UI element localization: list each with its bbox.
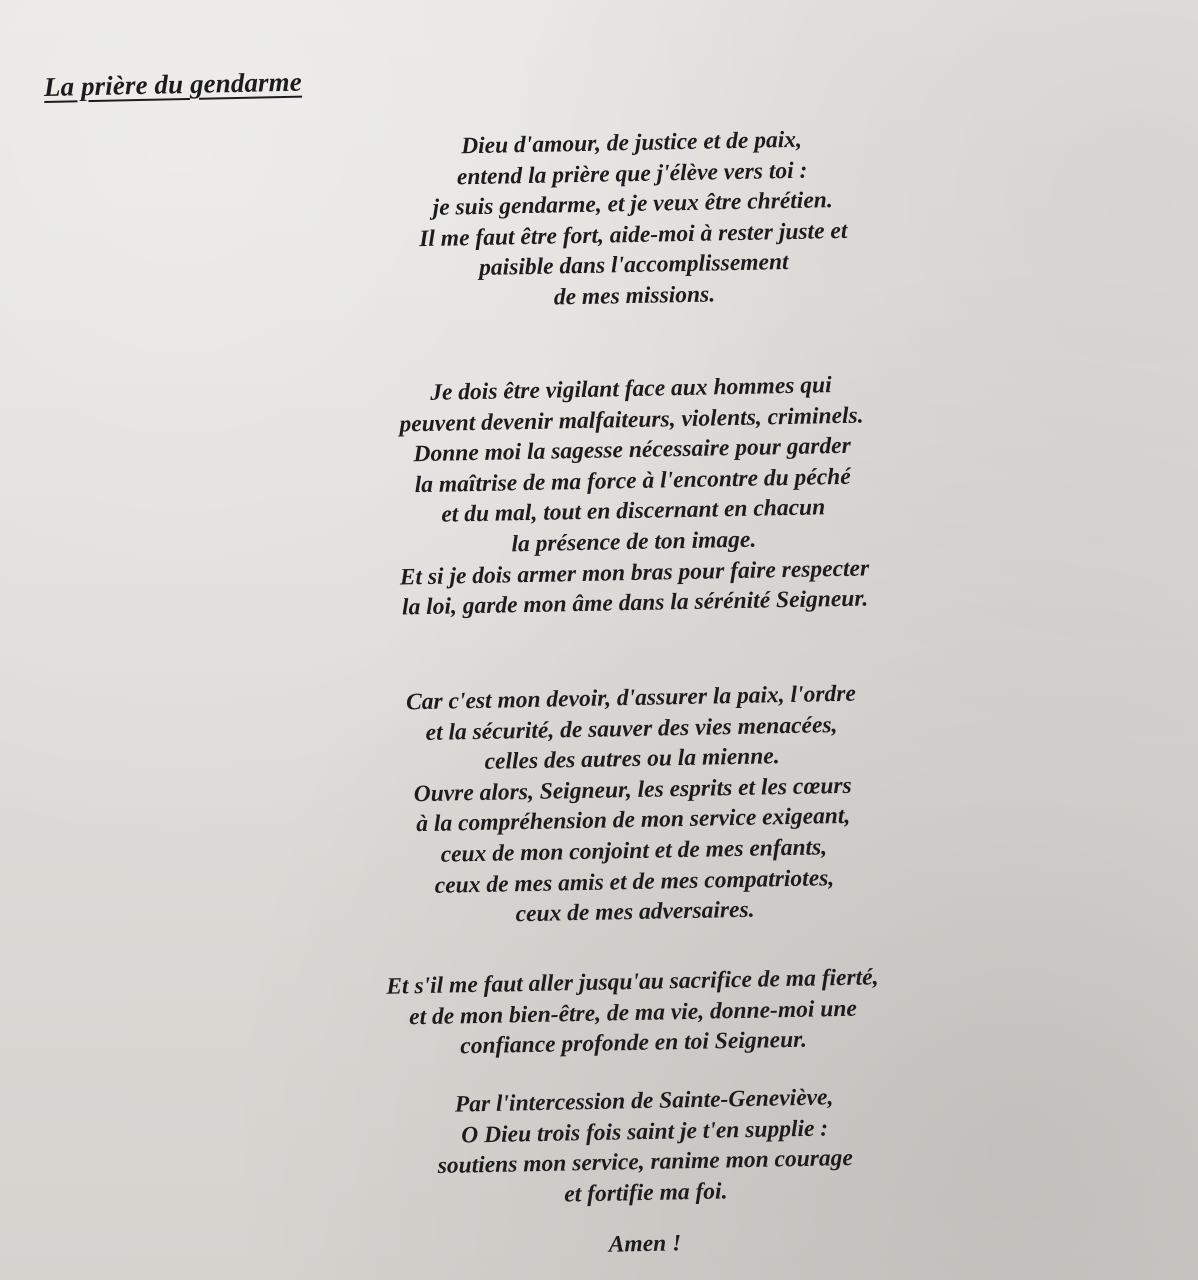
poem-line: et la sécurité, de sauver des vies menacées, — [425, 711, 838, 746]
poem-line: Je dois être vigilant face aux hommes qui — [429, 372, 832, 406]
poem-line: Et s'il me faut aller jusqu'au sacrifice de ma fierté, — [386, 964, 879, 1000]
poem-line: confiance profonde en toi Seigneur. — [460, 1026, 808, 1060]
poem-line: entend la prière que j'élève vers toi : — [456, 157, 808, 190]
poem-line: de mes missions. — [553, 281, 716, 311]
poem-line: soutiens mon service, ranime mon courage — [437, 1145, 854, 1180]
poem-line: je suis gendarme, et je veux être chrétien. — [432, 187, 833, 222]
poem-line: et du mal, tout en discernant en chacun — [441, 494, 826, 529]
poem-line: Dieu d'amour, de justice et de paix, — [460, 126, 803, 160]
poem-line: et fortifie ma foi. — [564, 1178, 728, 1208]
poem-line: Ouvre alors, Seigneur, les esprits et les cœurs — [413, 772, 852, 807]
poem-line: la présence de ton image. — [511, 526, 757, 558]
poem-line: à la compréhension de mon service exigeant, — [416, 803, 851, 838]
stanza-4 — [287, 960, 979, 1065]
poem-line: la maîtrise de ma force à l'encontre du péché — [414, 463, 851, 498]
amen-text: Amen ! — [608, 1230, 682, 1258]
document-title: La prière du gendarme — [43, 66, 303, 102]
closing-line — [300, 1222, 990, 1266]
poem-line: Et si je dois armer mon bras pour faire respecter — [399, 555, 870, 591]
stanza-5 — [299, 1079, 991, 1215]
poem-line: Par l'intercession de Sainte-Geneviève, — [454, 1084, 834, 1118]
poem-line: la loi, garde mon âme dans la sérénité Seigneur. — [401, 585, 869, 621]
poem-line: ceux de mes adversaires. — [515, 896, 755, 928]
stanza-3 — [286, 676, 981, 934]
poem-line: et de mon bien-être, de ma vie, donne-moi une — [408, 995, 858, 1030]
poem-line: Il me faut être fort, aide-moi à rester juste et — [418, 217, 848, 252]
poem-line: Donne moi la sagesse nécessaire pour garder — [413, 433, 852, 468]
stanza-2 — [286, 367, 981, 625]
poem-line: ceux de mon conjoint et de mes enfants, — [440, 834, 828, 868]
poem-line: paisible dans l'accomplissement — [478, 249, 789, 282]
poem-line: Car c'est mon devoir, d'assurer la paix, l'ordre — [405, 680, 857, 716]
poem-line: ceux de mes amis et de mes compatriotes, — [434, 864, 835, 899]
poem-line: O Dieu trois fois saint je t'en supplie : — [461, 1115, 829, 1149]
stanza-1 — [286, 121, 979, 318]
poem-line: peuvent devenir malfaiteurs, violents, criminels. — [399, 402, 864, 438]
poem-line: celles des autres ou la mienne. — [484, 743, 780, 776]
